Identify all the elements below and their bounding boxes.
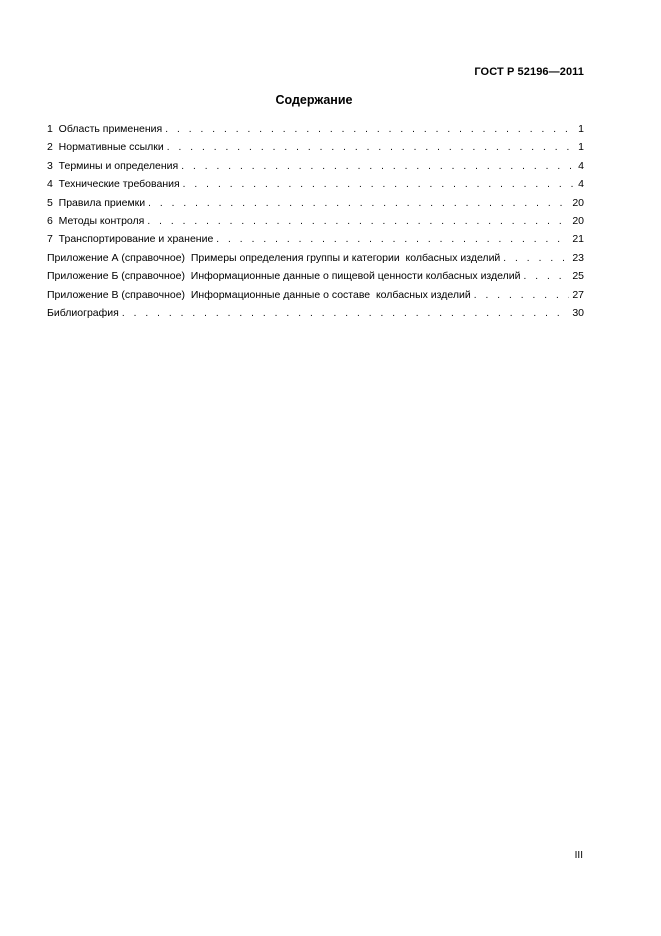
toc-entry-label: Библиография xyxy=(47,306,119,319)
toc-entry-label: 6 Методы контроля xyxy=(47,214,145,227)
page-number: III xyxy=(574,850,583,861)
toc-entry[interactable] xyxy=(47,175,584,193)
toc-entry-page: 1 xyxy=(578,141,584,154)
toc-entry-label: Приложение Б (справочное) Информационные данные о пищевой ценности колбасных изделий xyxy=(47,270,521,283)
toc-entry-page: 4 xyxy=(578,178,584,191)
dot-leader xyxy=(167,139,575,157)
toc-entry[interactable] xyxy=(47,267,584,285)
toc-entry[interactable] xyxy=(47,230,584,248)
toc-entry-label: 4 Технические требования xyxy=(47,178,180,191)
dot-leader xyxy=(183,176,575,194)
toc-entry[interactable] xyxy=(47,194,584,212)
toc-entry[interactable] xyxy=(47,120,584,138)
toc-entry-page: 1 xyxy=(578,123,584,135)
dot-leader xyxy=(503,250,569,268)
toc-entry-page: 27 xyxy=(572,288,584,301)
toc-entry-page: 21 xyxy=(572,233,584,246)
dot-leader xyxy=(165,121,575,139)
dot-leader xyxy=(122,305,569,323)
toc-entry[interactable] xyxy=(47,286,584,304)
toc-entry-page: 20 xyxy=(572,196,584,209)
dot-leader xyxy=(216,231,569,249)
toc-entry-page: 20 xyxy=(572,214,584,227)
toc-entry-label: 7 Транспортирование и хранение xyxy=(47,233,214,246)
toc-entry[interactable] xyxy=(47,249,584,267)
toc-entry-label: Приложение В (справочное) Информационные данные о составе колбасных изделий xyxy=(47,288,471,301)
dot-leader xyxy=(147,213,569,231)
table-of-contents xyxy=(47,120,584,322)
dot-leader xyxy=(524,268,570,286)
toc-entry[interactable] xyxy=(47,157,584,175)
toc-entry-label: 2 Нормативные ссылки xyxy=(47,141,164,154)
toc-entry-page: 30 xyxy=(572,306,584,319)
dot-leader xyxy=(181,158,575,176)
toc-entry-label: Приложение А (справочное) Примеры определения группы и категории колбасных изделий xyxy=(47,251,501,264)
dot-leader xyxy=(474,287,570,305)
toc-entry-page: 25 xyxy=(572,270,584,283)
toc-entry-label: 5 Правила приемки xyxy=(47,196,146,209)
toc-entry[interactable] xyxy=(47,138,584,156)
toc-title: Содержание xyxy=(275,93,353,107)
toc-entry-label: 1 Область применения xyxy=(47,123,163,135)
document-code: ГОСТ Р 52196—2011 xyxy=(474,66,584,78)
dot-leader xyxy=(148,195,569,213)
toc-entry[interactable] xyxy=(47,304,584,322)
toc-entry-page: 23 xyxy=(572,251,584,264)
toc-entry-label: 3 Термины и определения xyxy=(47,159,179,172)
toc-entry-page: 4 xyxy=(578,159,584,172)
toc-entry[interactable] xyxy=(47,212,584,230)
